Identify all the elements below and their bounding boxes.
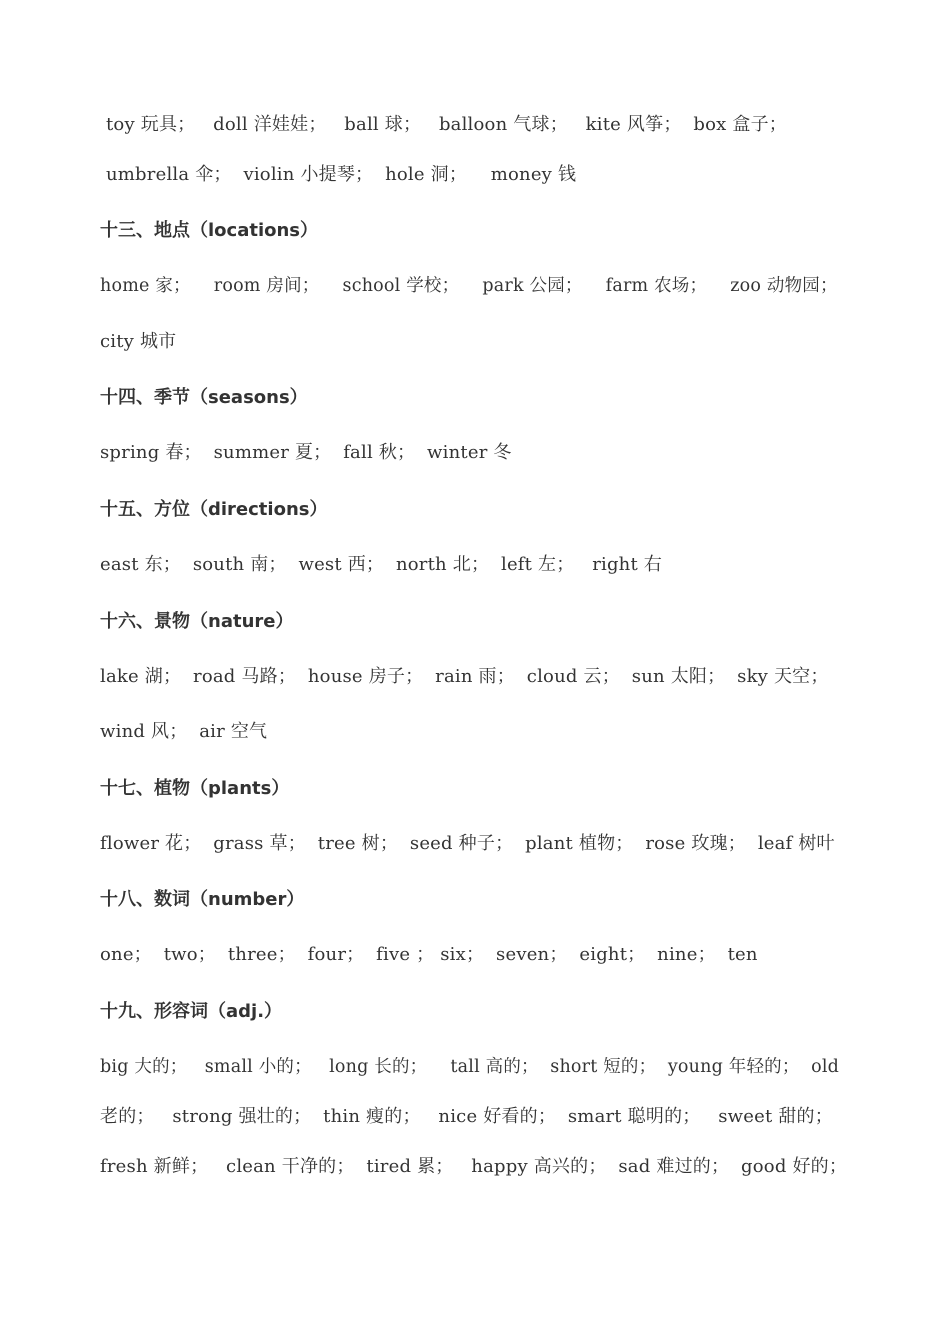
- section-heading-adjectives: 十九、形容词（adj.）: [100, 1001, 283, 1022]
- toys-line-2: umbrella 伞； violin 小提琴； hole 洞； money 钱: [106, 164, 577, 185]
- section-heading-number: 十八、数词（number）: [100, 889, 305, 910]
- toys-line-1: toy 玩具； doll 洋娃娃； ball 球； balloon 气球； kite 风筝； box 盒子；: [106, 114, 788, 135]
- nature-line-1: lake 湖； road 马路； house 房子； rain 雨； cloud 云； sun 太阳； sky 天空；: [100, 666, 829, 687]
- adjectives-line-3: fresh 新鲜； clean 干净的； tired 累； happy 高兴的； sad 难过的； good 好的；: [100, 1156, 848, 1177]
- section-heading-directions: 十五、方位（directions）: [100, 499, 328, 520]
- directions-line-1: east 东； south 南； west 西； north 北； left 左； right 右: [100, 554, 663, 575]
- seasons-line-1: spring 春； summer 夏； fall 秋； winter 冬: [100, 442, 512, 463]
- adjectives-line-2: 老的； strong 强壮的； thin 瘦的； nice 好看的； smart 聪明的； sweet 甜的；: [100, 1106, 833, 1127]
- adjectives-line-1: big 大的； small 小的； long 长的； tall 高的； short 短的； young 年轻的； old: [100, 1057, 840, 1077]
- section-heading-nature: 十六、景物（nature）: [100, 611, 294, 632]
- nature-line-2: wind 风； air 空气: [100, 721, 268, 742]
- numbers-line-1: one； two； three； four； five ； six； seven； eight； nine； ten: [100, 944, 758, 965]
- section-heading-locations: 十三、地点（locations）: [100, 220, 319, 241]
- section-heading-seasons: 十四、季节（seasons）: [100, 387, 308, 408]
- locations-line-2: city 城市: [100, 331, 177, 352]
- locations-line-1: home 家； room 房间； school 学校； park 公园； farm 农场； zoo 动物园；: [100, 276, 838, 296]
- plants-line-1: flower 花； grass 草； tree 树； seed 种子； plant 植物； rose 玫瑰； leaf 树叶: [100, 833, 835, 854]
- section-heading-plants: 十七、植物（plants）: [100, 778, 290, 799]
